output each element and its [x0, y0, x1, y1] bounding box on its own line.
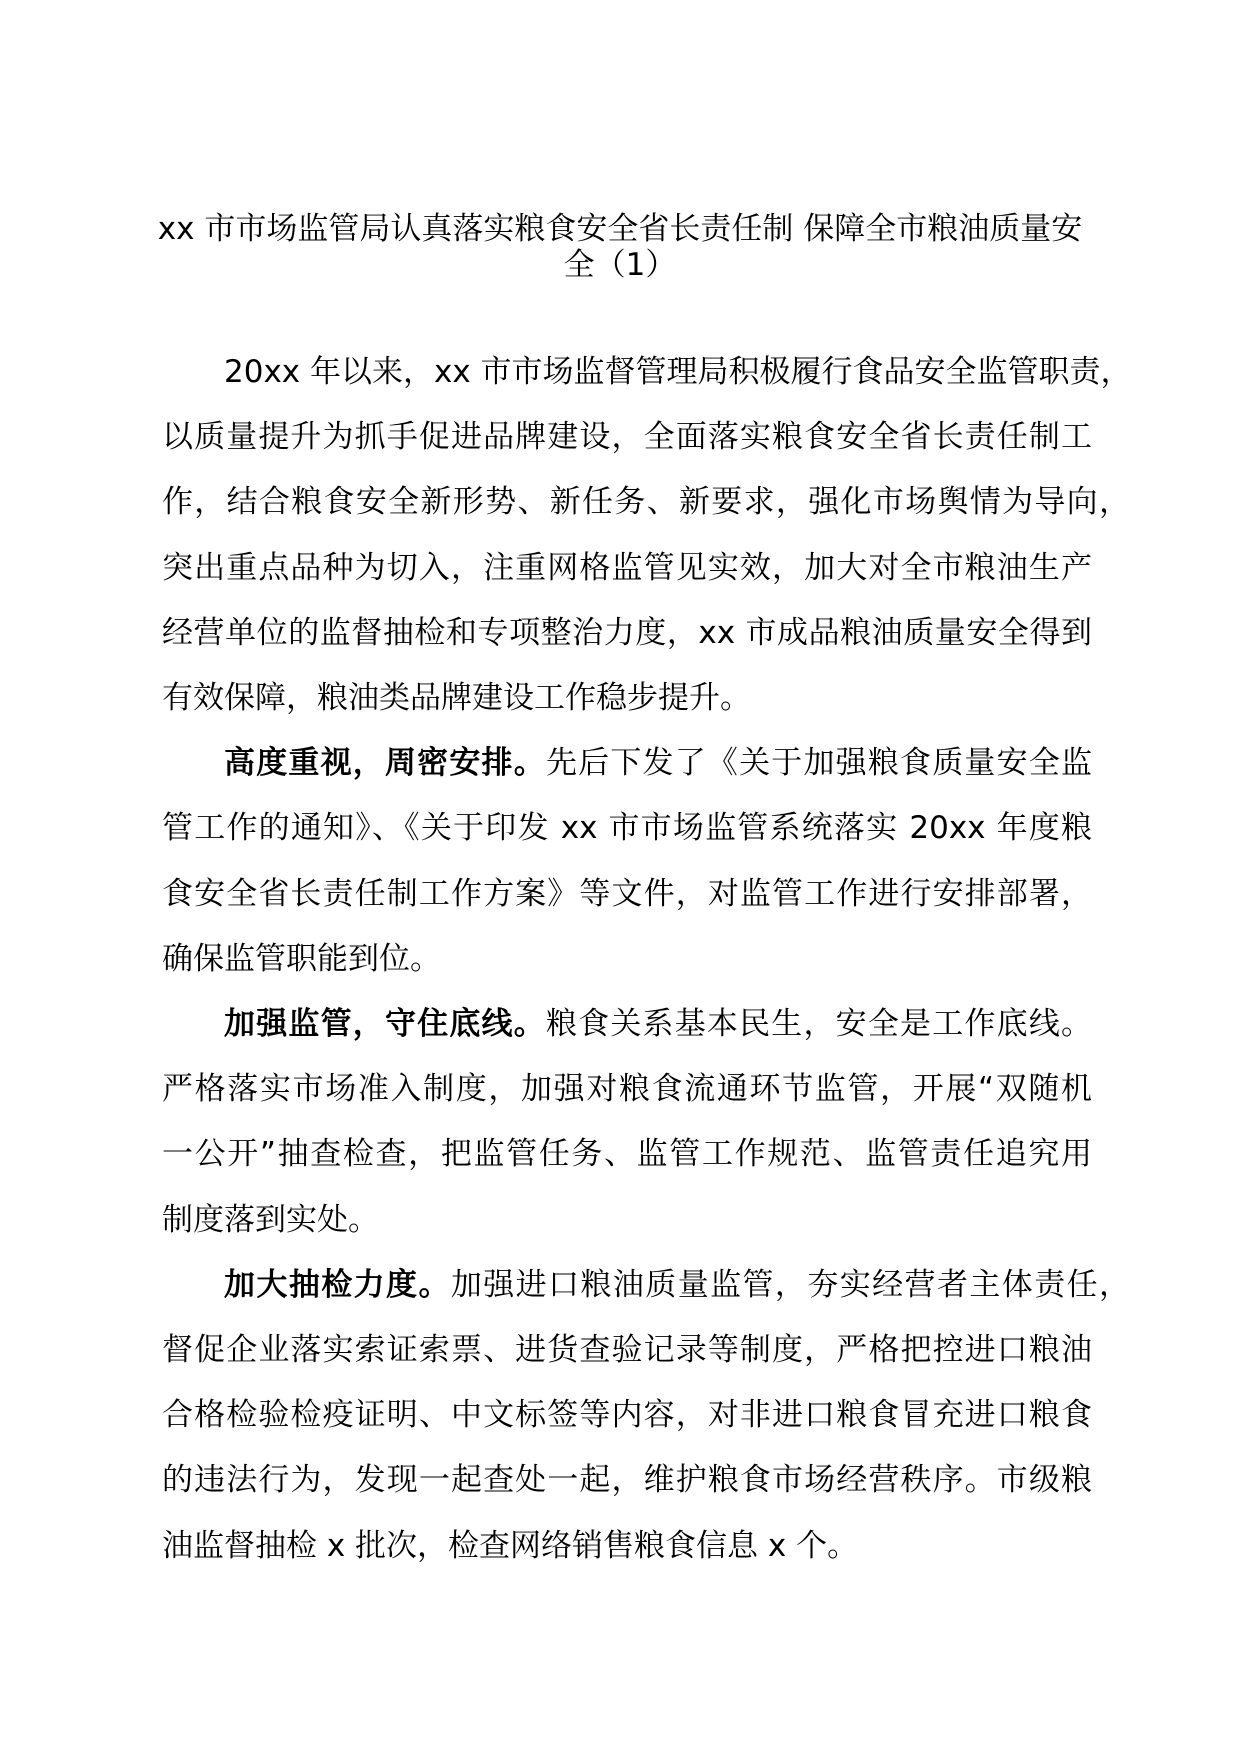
paragraph-3-lead: 加强监管，守住底线。 — [224, 1006, 546, 1043]
document-title — [0, 211, 1240, 283]
paragraph-4-line-1-text: 加强进口粮油质量监管，夯实经营者主体责任， — [450, 1266, 1131, 1303]
paragraph-1-line-6: 有效保障，粮油类品牌建设工作稳步提升。 — [162, 680, 751, 717]
title-line-1: xx 市市场监管局认真落实粮食安全省长责任制 保障全市粮油质量安 — [157, 211, 1083, 247]
paragraph-2-lead: 高度重视，周密安排。 — [224, 745, 546, 782]
paragraph-4-line-4: 的违法行为，发现一起查处一起，维护粮食市场经营秩序。市级粮 — [162, 1462, 1092, 1499]
paragraph-4-line-1 — [162, 1253, 1130, 1318]
paragraph-4-line-2: 督促企业落实索证索票、进货查验记录等制度，严格把控进口粮油 — [162, 1332, 1092, 1369]
paragraph-1-line-2: 以质量提升为抓手促进品牌建设，全面落实粮食安全省长责任制工 — [162, 419, 1092, 456]
paragraph-2-line-1-text: 先后下发了《关于加强粮食质量安全监 — [545, 745, 1093, 782]
paragraph-2-line-4: 确保监管职能到位。 — [162, 940, 441, 977]
paragraph-1 — [162, 340, 1132, 731]
paragraph-3-line-4: 制度落到实处。 — [162, 1201, 379, 1238]
paragraph-2-line-3: 食安全省长责任制工作方案》等文件，对监管工作进行安排部署， — [162, 875, 1092, 912]
document-body — [162, 340, 1132, 1579]
paragraph-2 — [162, 731, 1092, 992]
paragraph-3-line-1-text: 粮食关系基本民生，安全是工作底线。 — [545, 1006, 1093, 1043]
paragraph-1-line-1: 20xx 年以来，xx 市市场监督管理局积极履行食品安全监管职责， — [224, 354, 1132, 390]
title-line-2: 全（1） — [563, 247, 677, 283]
paragraph-1-line-4: 突出重点品种为切入，注重网格监管见实效，加大对全市粮油生产 — [162, 549, 1092, 586]
paragraph-3-line-1 — [162, 992, 1092, 1057]
paragraph-3 — [162, 992, 1092, 1253]
paragraph-4-lead: 加大抽检力度。 — [224, 1266, 451, 1303]
paragraph-2-line-2: 管工作的通知》、《关于印发 xx 市市场监管系统落实 20xx 年度粮 — [162, 810, 1092, 847]
paragraph-3-line-3: 一公开”抽查检查，把监管任务、监管工作规范、监管责任追究用 — [162, 1136, 1092, 1173]
paragraph-4-line-3: 合格检验检疫证明、中文标签等内容，对非进口粮食冒充进口粮食 — [162, 1397, 1092, 1434]
paragraph-4-line-5: 油监督抽检 x 批次，检查网络销售粮食信息 x 个。 — [162, 1527, 859, 1564]
paragraph-3-line-2: 严格落实市场准入制度，加强对粮食流通环节监管，开展“双随机 — [162, 1071, 1092, 1108]
paragraph-2-line-1 — [162, 731, 1092, 796]
paragraph-4 — [162, 1253, 1131, 1579]
paragraph-1-line-5: 经营单位的监督抽检和专项整治力度，xx 市成品粮油质量安全得到 — [162, 614, 1092, 651]
paragraph-1-line-3: 作，结合粮食安全新形势、新任务、新要求，强化市场舆情为导向， — [162, 484, 1130, 521]
